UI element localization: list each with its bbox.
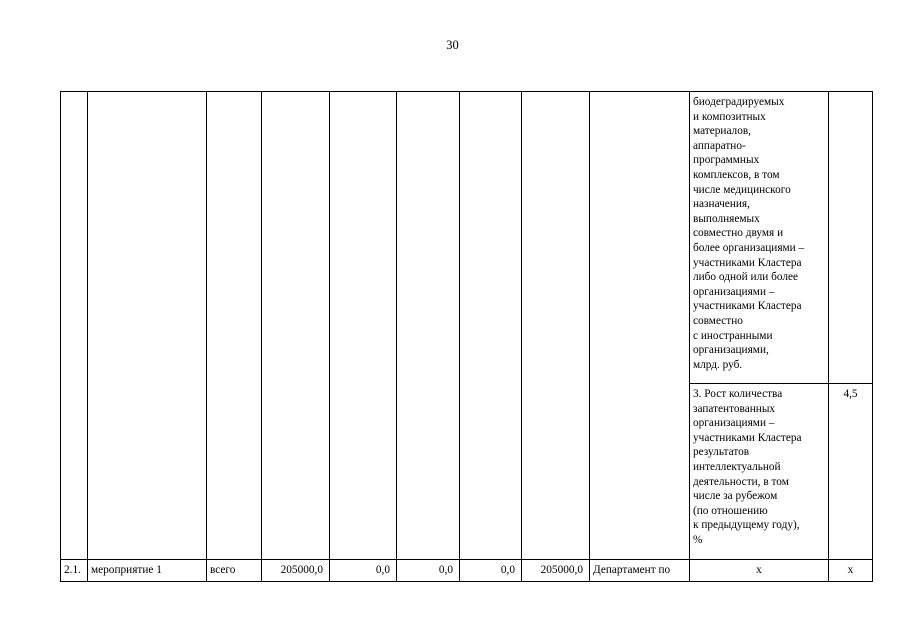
funding-year-4: 205000,0 (522, 560, 590, 582)
indicator-text-cell: х (690, 560, 829, 582)
activity-row-2-1 (61, 560, 873, 582)
indicator-text-cell: 3. Рост количества запатентованных организациями – участниками Кластера результатов интеллектуальной деятельности, в том числе за рубежом (по отношению к предыдущему году), % (690, 384, 829, 560)
funding-year-1: 0,0 (330, 560, 397, 582)
empty-cell-year2 (397, 92, 460, 560)
activity-name: мероприятие 1 (88, 560, 207, 582)
empty-cell-number (61, 92, 88, 560)
empty-cell-year4 (522, 92, 590, 560)
empty-cell-executor (590, 92, 690, 560)
page-number: 30 (446, 38, 459, 52)
indicator-value-cell: х (829, 560, 873, 582)
indicator-value-cell (829, 92, 873, 384)
indicator-value-cell: 4,5 (829, 384, 873, 560)
funding-year-3: 0,0 (460, 560, 522, 582)
funding-total: 205000,0 (262, 560, 330, 582)
continuation-row (61, 92, 873, 384)
empty-cell-year1 (330, 92, 397, 560)
empty-cell-name (88, 92, 207, 560)
row-number: 2.1. (61, 560, 88, 582)
funding-source: всего (207, 560, 262, 582)
funding-year-2: 0,0 (397, 560, 460, 582)
indicator-text-cell: биодеградируемых и композитных материалов, аппаратно- программных комплексов, в том числе медицинского назначения, выполняемых совместно двумя и более организациями – участниками Кластера либо одной или более организациями – участниками Кластера совместно с иностранными организациями, млрд. руб. (690, 92, 829, 384)
empty-cell-year3 (460, 92, 522, 560)
program-activities-table (60, 91, 873, 582)
empty-cell-total (262, 92, 330, 560)
empty-cell-source (207, 92, 262, 560)
executor: Департамент по (590, 560, 690, 582)
